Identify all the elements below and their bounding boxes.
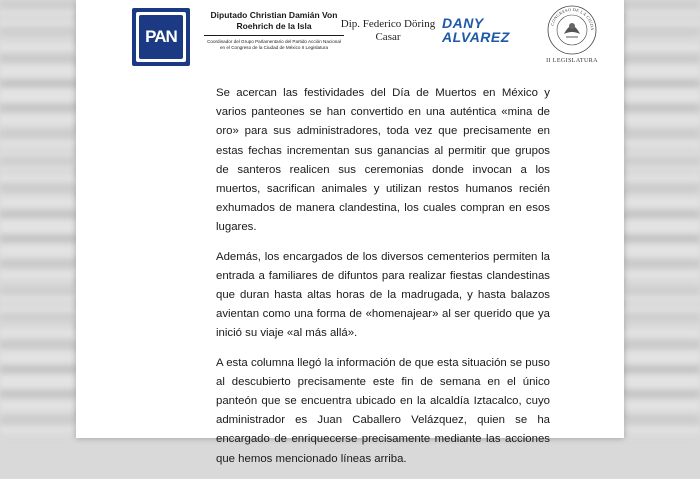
pan-logo-text: PAN	[139, 15, 183, 59]
dany-line1: DANY	[442, 15, 484, 31]
diputado1-name: Diputado Christian Damián Von Roehrich de la Isla	[210, 10, 338, 31]
dany-alvarez-logo	[442, 16, 522, 44]
diputado2-line2: Casar	[375, 31, 401, 43]
paragraph-1: Se acercan las festividades del Día de Muertos en México y varios panteones se han convertido en una auténtica «mina de oro» para sus administradores, toda vez que precisamente en estas fechas incrementan sus ganancias al permitir que grupos de santeros realicen sus ceremonias donde invocan a los muertos, sacrifican animales y utilizan restos humanos recién exhumados de manera clandestina, los cuales compran en esos lugares.	[216, 87, 550, 234]
blurred-page-left	[0, 0, 76, 438]
diputado2-line1: Dip. Federico Döring	[340, 18, 436, 30]
paragraph-3: A esta columna llegó la información de que esta situación se puso al descubierto precisamente este fin de semana en el único panteón que se encuentra ubicado en la alcaldía Iztacalco, cuyo administrador es Juan Caballero Velázquez, quien se ha encargado de enriquecerse precisamente mediante las acciones que hemos mencionado líneas arriba.	[216, 356, 550, 465]
blurred-page-right	[624, 0, 700, 438]
pan-logo	[132, 8, 190, 66]
paragraph-2: Además, los encargados de los diversos cementerios permiten la entrada a familiares de difuntos para realizar fiestas clandestinas que duran hasta altas horas de la madrugada, y hasta balazos avientan como una forma de «homenajear» al ser querido que ya inició su viaje «al más allá».	[216, 250, 550, 340]
diputado1-subtitle: Coordinador del Grupo Parlamentario del Partido Acción Nacional en el Congreso de la Ciudad de México II Legislatura	[207, 39, 341, 50]
legislatura-label: II LEGISLATURA	[546, 58, 598, 64]
divider	[204, 35, 344, 36]
letterhead	[76, 0, 624, 70]
diputado-von-roehrich	[204, 10, 344, 51]
seal-text: CONGRESO DE LA CIUDA	[549, 6, 596, 31]
document-page	[76, 0, 624, 465]
article-body	[216, 84, 550, 479]
diputado-doring	[338, 18, 438, 44]
dany-line2: ALVAREZ	[442, 29, 510, 45]
congreso-seal-icon	[546, 4, 598, 56]
